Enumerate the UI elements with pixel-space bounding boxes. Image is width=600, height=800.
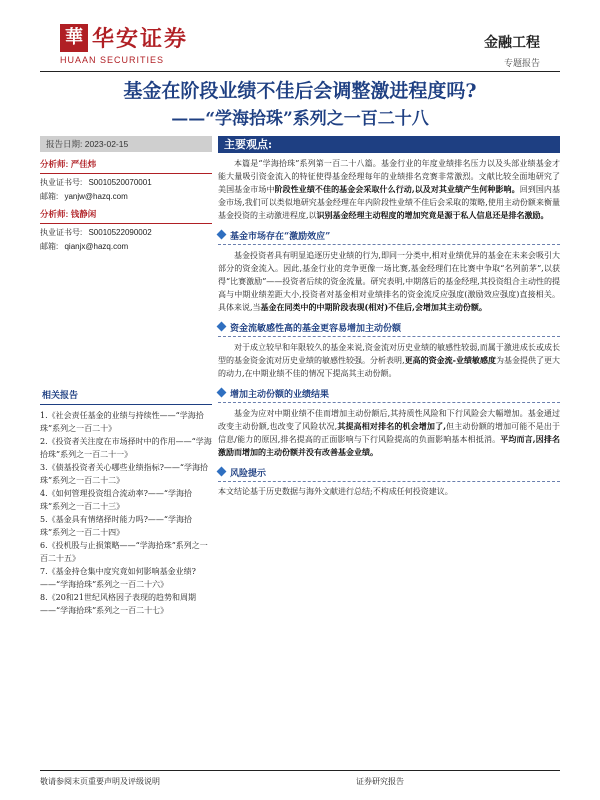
section-paragraph: 对于成立较早和年限较久的基金来说,资金流对历史业绩的敏感性较弱,而属于激进成长或成长型的基金资金流对历史业绩的敏感性较强。分析表明,更高的资金流-业绩敏感度为基金提供了更大的动力,在中期业绩不佳的情况下提高其主动份额。 [218,343,560,378]
analyst-divider [40,223,212,224]
logo-english: HUAAN SECURITIES [60,55,165,65]
email-label: 邮箱: [40,242,59,251]
diamond-bullet-icon [217,467,227,477]
section-heading: 风险提示 [218,466,560,482]
analyst-label: 分析师: [40,209,69,219]
section-heading: 基金市场存在“激励效应” [218,229,560,245]
section-paragraph: 基金投资者具有明显追逐历史业绩的行为,即同一分类中,相对业绩优异的基金在未来会吸引大部分的资金流入。因此,基金行业的竞争更像一场比赛,基金经理们在比赛中争取“名列前茅”,以获得“比赛激励”——投资者后续的资金流量。研究表明,中期落后的基金经理,其投资组合主动性的提高与中期业绩差距大小,投资者对基金相对业绩排名的资金流反应强度(激励效应强度)直接相关。具体来说,当基金在同类中的中期阶段表现(相对)不佳后,会增加其主动份额。 [218,251,560,312]
related-item[interactable]: 4.《如何管理投资组合流动率?——“学海拾珠”系列之一百二十三》 [40,489,193,511]
sidebar [40,136,212,252]
report-category: 金融工程 [484,35,540,51]
key-points-heading: 主要观点: [218,136,560,153]
cert-label: 执业证书号: [40,228,83,237]
header-divider [40,71,560,72]
footer-divider [40,770,560,771]
email-link[interactable]: qianjx@hazq.com [64,242,129,251]
analyst-name: 钱静闲 [70,209,97,219]
analyst-divider [40,173,212,174]
analyst-block [40,158,212,202]
footer-disclaimer: 敬请参阅末页重要声明及评级说明 [40,777,160,786]
related-reports [40,388,212,617]
report-type: 专题报告 [503,59,540,69]
section-heading: 增加主动份额的业绩结果 [218,387,560,403]
cert-label: 执业证书号: [40,178,83,187]
intro-paragraph: 本篇是“学海拾珠”系列第一百二十八篇。基金行业的年度业绩排名压力以及头部业绩基金才能大量吸引资金流入的特征使得基金经理每年的业绩排名竞赛非常激烈。文献比较全面地研究了美国基金市场中阶段性业绩不佳的基金会采取什么行动,以及对其业绩产生何种影响。回到国内基金市场,我们可以类似地研究基金经理在年内阶段性业绩不佳后会采取的策略,使用主动份额来衡量基金投资的主动激进程度,以识别基金经理主动程度的增加究竟是源于私人信息还是排名激励。 [218,159,561,220]
analyst-block [40,208,212,252]
diamond-bullet-icon [217,230,227,240]
footer-label: 证券研究报告 [356,777,404,786]
cert-number: S0010520070001 [88,178,152,187]
analyst-label: 分析师: [40,159,69,169]
diamond-bullet-icon [217,388,227,398]
email-label: 邮箱: [40,192,59,201]
related-item[interactable]: 3.《债基投资者关心哪些业绩指标?——“学海拾珠”系列之一百二十二》 [40,463,209,485]
report-title: 基金在阶段业绩不佳后会调整激进程度吗? [123,80,477,102]
related-item[interactable]: 8.《20和21世纪风格因子表现的趋势和周期——“学海拾珠”系列之一百二十七》 [40,593,196,615]
section-paragraph: 基金为应对中期业绩不佳而增加主动份额后,其持质性风险和下行风险会大幅增加。基金通过改变主动份额,也改变了风险状况,其提高相对排名的机会增加了,但主动份额的增加可能不是出于信息/能力的原因,排名提高的正面影响与下行风险提高的负面影响基本相抵消。平均而言,因排名激励而增加的主动份额并没有改善基金业绩。 [218,409,560,457]
related-divider [40,404,212,405]
main-content [218,136,560,498]
logo-text: 华安证券 [92,26,189,52]
related-title: 相关报告 [42,391,79,401]
related-item[interactable]: 5.《基金具有情绪择时能力吗?——“学海拾珠”系列之一百二十四》 [40,515,193,537]
risk-text: 本文结论基于历史数据与海外文献进行总结;不构成任何投资建议。 [218,487,453,496]
related-item[interactable]: 6.《投机股与止损策略——“学海拾珠”系列之一百二十五》 [40,541,208,563]
logo-icon: 華 [60,24,88,52]
cert-number: S0010522090002 [88,228,152,237]
report-header [0,0,600,72]
related-item[interactable]: 1.《社会责任基金的业绩与持续性——“学海拾珠”系列之一百二十》 [40,411,204,433]
report-subtitle: ——“学海拾珠”系列之一百二十八 [171,109,429,129]
related-item[interactable]: 2.《投资者关注度在市场择时中的作用——“学海拾珠”系列之一百二十一》 [40,437,212,459]
analyst-name: 严佳炜 [70,159,97,169]
report-date: 报告日期: 2023-02-15 [40,136,212,152]
diamond-bullet-icon [217,322,227,332]
email-link[interactable]: yanjw@hazq.com [64,192,128,201]
section-heading: 资金流敏感性高的基金更容易增加主动份额 [218,321,560,337]
related-item[interactable]: 7.《基金持仓集中度究竟如何影响基金业绩?——“学海拾珠”系列之一百二十六》 [40,567,196,589]
